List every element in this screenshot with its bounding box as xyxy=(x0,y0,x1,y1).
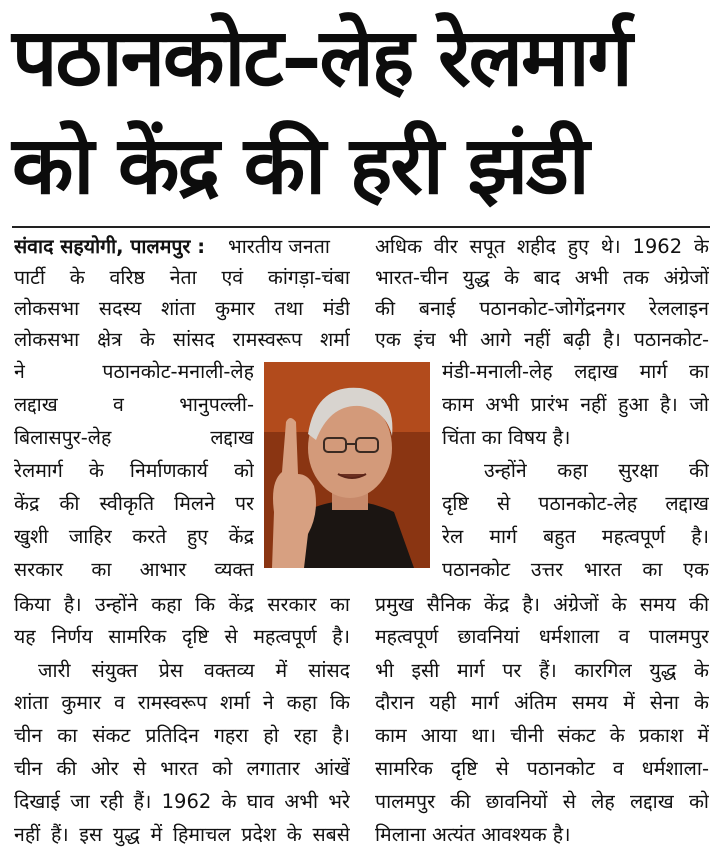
body-line: किया है। उन्होंने कहा कि केंद्र सरकार का xyxy=(14,593,350,616)
body-line: लोकसभा सदस्य शांता कुमार तथा मंडी xyxy=(14,297,350,320)
body-line: पालमपुर की छावनियों से लेह लद्दाख को xyxy=(375,790,709,813)
body-line: ने पठानकोट-मनाली-लेह xyxy=(14,360,254,383)
body-line: पठानकोट उत्तर भारत का एक xyxy=(442,558,709,581)
body-line: दौरान यही मार्ग अंतिम समय में सेना के xyxy=(375,691,709,714)
body-line: लोकसभा क्षेत्र के सांसद रामस्वरूप शर्मा xyxy=(14,328,350,351)
byline: संवाद सहयोगी, पालमपुर : xyxy=(14,235,205,258)
headline-line-1: पठानकोट–लेह रेलमार्ग xyxy=(12,11,631,104)
body-line: चिंता का विषय है। xyxy=(442,426,571,449)
body-line: मंडी-मनाली-लेह लद्दाख मार्ग का xyxy=(442,360,709,383)
body-line: चीन का संकट प्रतिदिन गहरा हो रहा है। xyxy=(14,724,350,747)
body-line: काम अभी प्रारंभ नहीं हुआ है। जो xyxy=(442,393,709,416)
body-line: शांता कुमार व रामस्वरूप शर्मा ने कहा कि xyxy=(14,691,350,714)
body-line: सामरिक दृष्टि से पठानकोट व धर्मशाला- xyxy=(375,757,709,780)
body-line: रेल मार्ग बहुत महत्वपूर्ण है। xyxy=(442,525,709,548)
body-line: लद्दाख व भानुपल्ली- xyxy=(14,393,254,416)
body-line: नहीं हैं। इस युद्ध में हिमाचल प्रदेश के सबसे xyxy=(14,823,350,846)
body-line: सरकार का आभार व्यक्त xyxy=(14,558,254,581)
body-line: मिलाना अत्यंत आवश्यक है। xyxy=(375,823,571,846)
body-line: उन्होंने कहा सुरक्षा की xyxy=(484,459,709,482)
body-line: पार्टी के वरिष्ठ नेता एवं कांगड़ा-चंबा xyxy=(14,266,350,289)
body-line: एक इंच भी आगे नहीं बढ़ी है। पठानकोट- xyxy=(375,328,709,351)
body-line: दिखाई जा रही हैं। 1962 के घाव अभी भरे xyxy=(14,790,350,813)
body-line: चीन की ओर से भारत को लगातार आंखें xyxy=(14,757,350,780)
portrait-illustration xyxy=(264,362,430,568)
body-line: महत्वपूर्ण छावनियां धर्मशाला व पालमपुर xyxy=(375,625,709,648)
body-line: केंद्र की स्वीकृति मिलने पर xyxy=(14,492,254,515)
body-line: भारत-चीन युद्ध के बाद अभी तक अंग्रेजों xyxy=(375,266,709,289)
body-line: खुशी जाहिर करते हुए केंद्र xyxy=(14,525,254,548)
headline-line-2: को केंद्र की हरी झंडी xyxy=(12,119,588,212)
body-line: भारतीय जनता xyxy=(228,235,330,258)
body-line: जारी संयुक्त प्रेस वक्तव्य में सांसद xyxy=(38,659,350,682)
body-line: बिलासपुर-लेह लद्दाख xyxy=(14,426,254,449)
body-line: अधिक वीर सपूत शहीद हुए थे। 1962 के xyxy=(375,235,709,258)
politician-photo xyxy=(264,362,430,568)
body-line: काम आया था। चीनी संकट के प्रकाश में xyxy=(375,724,709,747)
body-line: की बनाई पठानकोट-जोगेंद्रनगर रेललाइन xyxy=(375,297,709,320)
headline-rule xyxy=(12,226,710,228)
body-line: रेलमार्ग के निर्माणकार्य को xyxy=(14,459,254,482)
body-line: भी इसी मार्ग पर हैं। कारगिल युद्ध के xyxy=(375,659,709,682)
body-line: दृष्टि से पठानकोट-लेह लद्दाख xyxy=(442,492,709,515)
body-line: प्रमुख सैनिक केंद्र है। अंग्रेजों के समय की xyxy=(375,593,709,616)
headline xyxy=(12,4,712,220)
body-line: यह निर्णय सामरिक दृष्टि से महत्वपूर्ण है। xyxy=(14,625,350,648)
